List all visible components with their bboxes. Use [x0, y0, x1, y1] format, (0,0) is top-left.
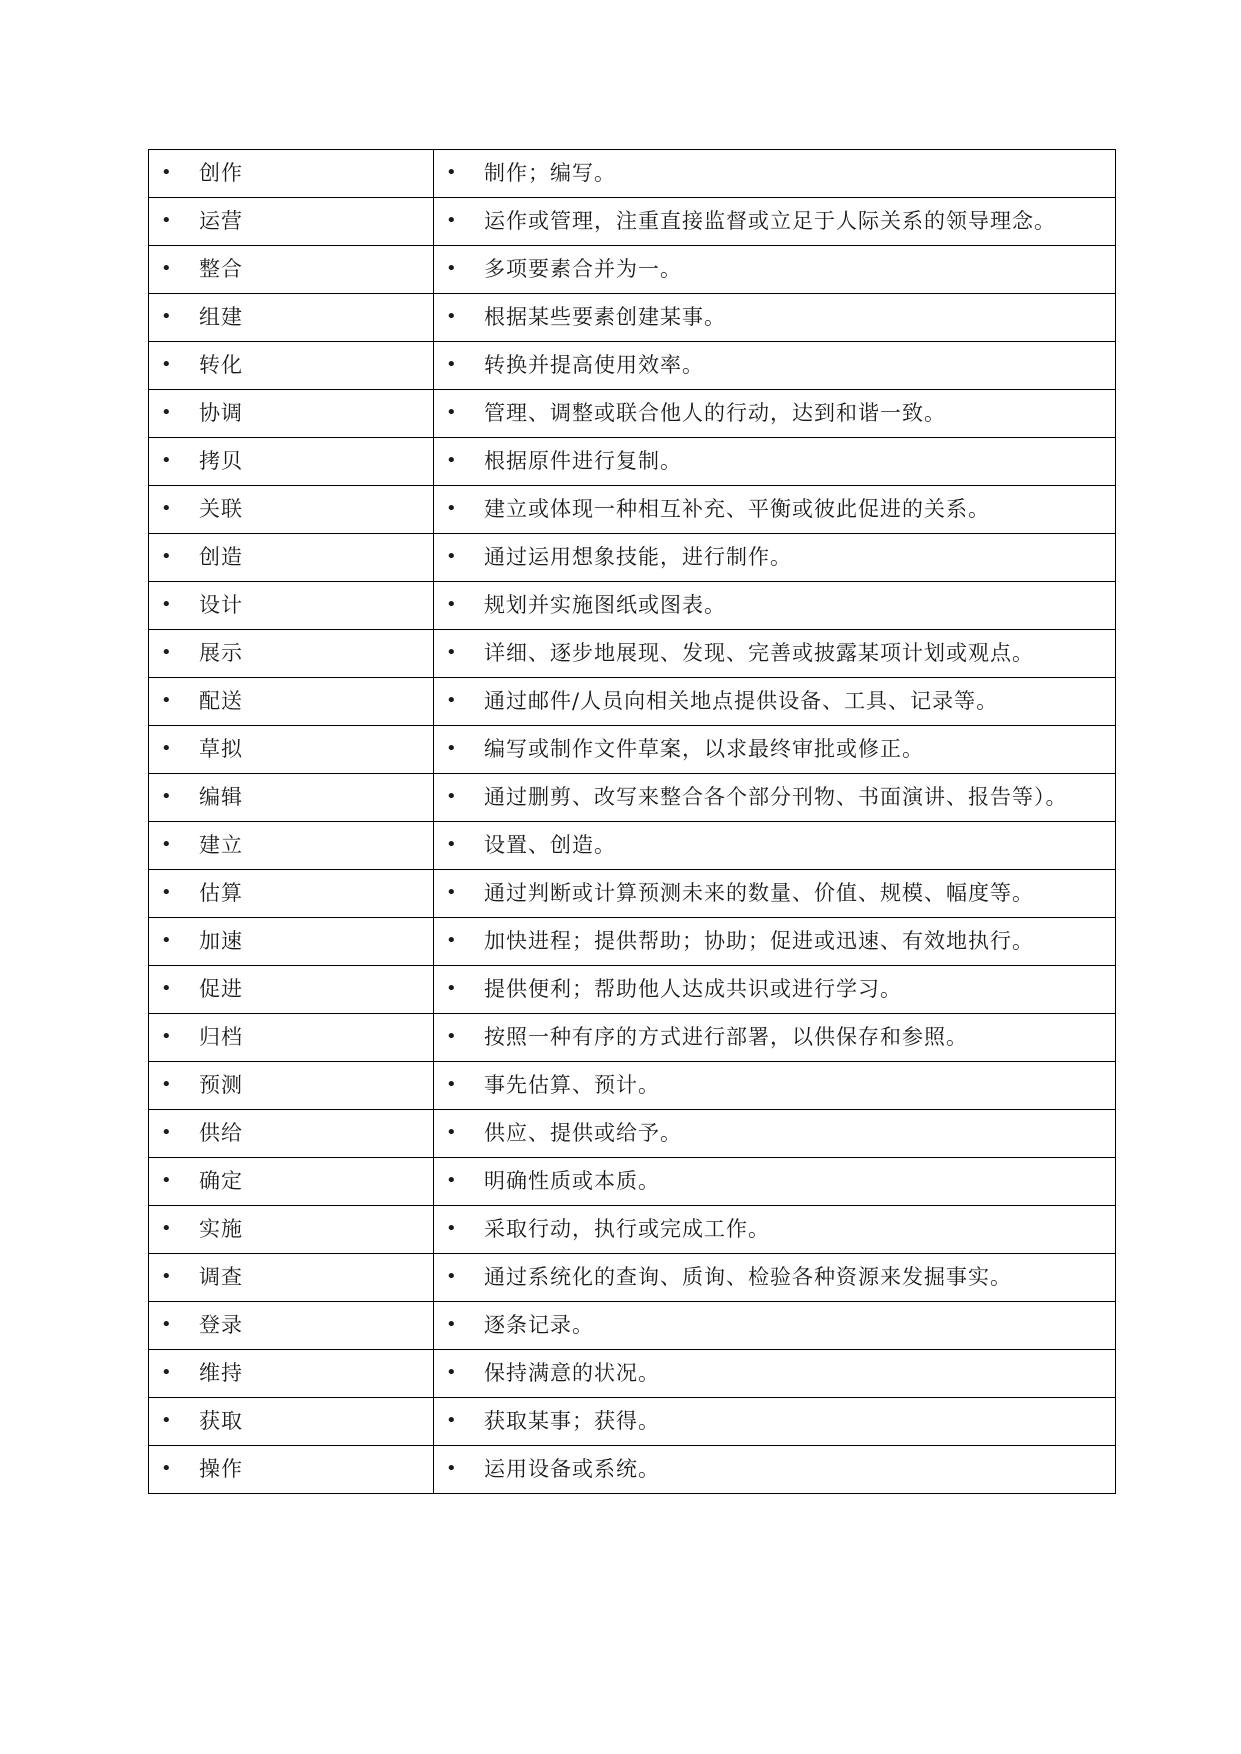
term-cell-content [155, 302, 425, 332]
definition-cell-content [440, 158, 1107, 188]
bullet-icon: • [446, 1410, 458, 1431]
definition-text: 编写或制作文件草案，以求最终审批或修正。 [484, 737, 924, 761]
bullet-icon: • [161, 1122, 173, 1143]
table-row [149, 822, 1116, 870]
definition-text: 转换并提高使用效率。 [484, 353, 704, 377]
definition-cell-content [440, 254, 1107, 284]
term-cell [149, 486, 434, 534]
definition-cell-content [440, 686, 1107, 716]
definition-cell-content [440, 590, 1107, 620]
definition-text: 运用设备或系统。 [484, 1457, 660, 1481]
definition-cell [434, 150, 1116, 198]
bullet-icon: • [446, 690, 458, 711]
table-row [149, 1302, 1116, 1350]
definition-cell [434, 1206, 1116, 1254]
term-cell [149, 1158, 434, 1206]
definition-text: 按照一种有序的方式进行部署，以供保存和参照。 [484, 1025, 968, 1049]
bullet-icon: • [161, 882, 173, 903]
term-text: 预测 [199, 1073, 243, 1097]
term-cell-content [155, 1118, 425, 1148]
definition-cell [434, 870, 1116, 918]
bullet-icon: • [161, 1074, 173, 1095]
definition-cell-content [440, 1070, 1107, 1100]
definition-text: 提供便利；帮助他人达成共识或进行学习。 [484, 977, 902, 1001]
definition-text: 通过邮件/人员向相关地点提供设备、工具、记录等。 [484, 689, 999, 713]
bullet-icon: • [161, 498, 173, 519]
term-text: 展示 [199, 641, 243, 665]
definitions-table [148, 149, 1116, 1494]
table-row [149, 1446, 1116, 1494]
term-cell [149, 1110, 434, 1158]
table-row [149, 246, 1116, 294]
term-cell [149, 822, 434, 870]
definition-text: 制作；编写。 [484, 161, 616, 185]
term-cell-content [155, 446, 425, 476]
table-row [149, 1350, 1116, 1398]
term-cell-content [155, 686, 425, 716]
definition-cell-content [440, 350, 1107, 380]
definition-cell-content [440, 734, 1107, 764]
bullet-icon: • [161, 1458, 173, 1479]
definition-cell-content [440, 1262, 1107, 1292]
bullet-icon: • [161, 786, 173, 807]
term-text: 归档 [199, 1025, 243, 1049]
definition-text: 管理、调整或联合他人的行动，达到和谐一致。 [484, 401, 946, 425]
definition-text: 通过运用想象技能，进行制作。 [484, 545, 792, 569]
definition-cell [434, 1158, 1116, 1206]
definition-cell-content [440, 926, 1107, 956]
term-cell [149, 150, 434, 198]
table-row [149, 1158, 1116, 1206]
table-row [149, 1110, 1116, 1158]
term-cell [149, 294, 434, 342]
definition-cell-content [440, 1118, 1107, 1148]
term-text: 整合 [199, 257, 243, 281]
term-text: 协调 [199, 401, 243, 425]
definition-text: 加快进程；提供帮助；协助；促进或迅速、有效地执行。 [484, 929, 1034, 953]
term-cell-content [155, 1406, 425, 1436]
bullet-icon: • [161, 354, 173, 375]
definition-cell [434, 294, 1116, 342]
bullet-icon: • [161, 642, 173, 663]
term-text: 加速 [199, 929, 243, 953]
definition-cell-content [440, 206, 1107, 236]
bullet-icon: • [161, 690, 173, 711]
term-text: 确定 [199, 1169, 243, 1193]
bullet-icon: • [446, 1026, 458, 1047]
term-text: 估算 [199, 881, 243, 905]
definition-text: 通过删剪、改写来整合各个部分刊物、书面演讲、报告等）。 [484, 785, 1068, 809]
bullet-icon: • [161, 450, 173, 471]
bullet-icon: • [446, 1170, 458, 1191]
term-cell-content [155, 542, 425, 572]
definition-cell-content [440, 398, 1107, 428]
definition-cell [434, 582, 1116, 630]
table-row [149, 870, 1116, 918]
definition-cell [434, 822, 1116, 870]
term-cell [149, 918, 434, 966]
definition-text: 根据某些要素创建某事。 [484, 305, 726, 329]
bullet-icon: • [446, 258, 458, 279]
table-row [149, 534, 1116, 582]
term-cell-content [155, 1022, 425, 1052]
term-cell [149, 1254, 434, 1302]
definition-text: 保持满意的状况。 [484, 1361, 660, 1385]
table-row [149, 294, 1116, 342]
bullet-icon: • [446, 882, 458, 903]
term-text: 供给 [199, 1121, 243, 1145]
definition-cell [434, 774, 1116, 822]
bullet-icon: • [161, 1266, 173, 1287]
definition-cell [434, 1398, 1116, 1446]
term-cell [149, 1350, 434, 1398]
bullet-icon: • [161, 1026, 173, 1047]
table-row [149, 774, 1116, 822]
bullet-icon: • [446, 210, 458, 231]
bullet-icon: • [161, 738, 173, 759]
definition-cell [434, 678, 1116, 726]
term-cell [149, 534, 434, 582]
definition-cell [434, 918, 1116, 966]
definition-cell [434, 726, 1116, 774]
definition-cell-content [440, 1454, 1107, 1484]
definition-cell [434, 198, 1116, 246]
bullet-icon: • [446, 1266, 458, 1287]
bullet-icon: • [446, 1218, 458, 1239]
table-row [149, 390, 1116, 438]
definition-cell-content [440, 494, 1107, 524]
bullet-icon: • [446, 162, 458, 183]
term-cell-content [155, 1214, 425, 1244]
term-text: 创作 [199, 161, 243, 185]
term-cell [149, 582, 434, 630]
definition-cell-content [440, 830, 1107, 860]
definition-cell [434, 1446, 1116, 1494]
bullet-icon: • [446, 1314, 458, 1335]
definition-cell-content [440, 974, 1107, 1004]
definition-cell-content [440, 1166, 1107, 1196]
bullet-icon: • [446, 738, 458, 759]
term-cell [149, 870, 434, 918]
bullet-icon: • [161, 546, 173, 567]
term-text: 实施 [199, 1217, 243, 1241]
bullet-icon: • [446, 546, 458, 567]
bullet-icon: • [446, 1122, 458, 1143]
term-text: 促进 [199, 977, 243, 1001]
definition-cell [434, 534, 1116, 582]
term-text: 配送 [199, 689, 243, 713]
term-text: 设计 [199, 593, 243, 617]
definition-text: 供应、提供或给予。 [484, 1121, 682, 1145]
definition-text: 设置、创造。 [484, 833, 616, 857]
bullet-icon: • [446, 786, 458, 807]
term-cell [149, 198, 434, 246]
term-cell-content [155, 494, 425, 524]
definition-text: 根据原件进行复制。 [484, 449, 682, 473]
term-cell [149, 678, 434, 726]
definition-text: 通过判断或计算预测未来的数量、价值、规模、幅度等。 [484, 881, 1034, 905]
bullet-icon: • [161, 210, 173, 231]
term-cell [149, 630, 434, 678]
bullet-icon: • [161, 1170, 173, 1191]
table-row [149, 438, 1116, 486]
definition-cell-content [440, 878, 1107, 908]
term-text: 创造 [199, 545, 243, 569]
bullet-icon: • [161, 594, 173, 615]
bullet-icon: • [161, 1410, 173, 1431]
definition-cell-content [440, 1214, 1107, 1244]
table-row [149, 1014, 1116, 1062]
bullet-icon: • [446, 498, 458, 519]
bullet-icon: • [446, 978, 458, 999]
term-cell-content [155, 206, 425, 236]
bullet-icon: • [161, 1362, 173, 1383]
term-cell-content [155, 1310, 425, 1340]
table-row [149, 966, 1116, 1014]
table-row [149, 630, 1116, 678]
term-cell [149, 342, 434, 390]
term-cell-content [155, 350, 425, 380]
table-row [149, 678, 1116, 726]
term-cell [149, 1014, 434, 1062]
term-text: 组建 [199, 305, 243, 329]
definition-cell-content [440, 1310, 1107, 1340]
definition-cell [434, 342, 1116, 390]
bullet-icon: • [161, 1314, 173, 1335]
term-text: 建立 [199, 833, 243, 857]
bullet-icon: • [161, 1218, 173, 1239]
table-row [149, 582, 1116, 630]
definition-cell-content [440, 1406, 1107, 1436]
table-row [149, 1206, 1116, 1254]
definition-cell [434, 1110, 1116, 1158]
table-row [149, 342, 1116, 390]
definition-cell-content [440, 302, 1107, 332]
bullet-icon: • [446, 1458, 458, 1479]
definition-text: 逐条记录。 [484, 1313, 594, 1337]
term-cell-content [155, 590, 425, 620]
term-cell [149, 438, 434, 486]
bullet-icon: • [446, 930, 458, 951]
bullet-icon: • [446, 402, 458, 423]
term-cell-content [155, 926, 425, 956]
definition-cell [434, 966, 1116, 1014]
definition-cell [434, 246, 1116, 294]
table-row [149, 1398, 1116, 1446]
definition-cell-content [440, 446, 1107, 476]
bullet-icon: • [161, 258, 173, 279]
bullet-icon: • [161, 834, 173, 855]
definition-cell [434, 390, 1116, 438]
definition-text: 建立或体现一种相互补充、平衡或彼此促进的关系。 [484, 497, 990, 521]
term-cell [149, 1062, 434, 1110]
definition-cell [434, 1302, 1116, 1350]
bullet-icon: • [161, 930, 173, 951]
term-text: 关联 [199, 497, 243, 521]
term-text: 调查 [199, 1265, 243, 1289]
table-row [149, 726, 1116, 774]
term-cell-content [155, 1070, 425, 1100]
term-cell [149, 1398, 434, 1446]
definition-text: 多项要素合并为一。 [484, 257, 682, 281]
term-cell [149, 726, 434, 774]
bullet-icon: • [446, 354, 458, 375]
definition-cell [434, 1350, 1116, 1398]
term-cell-content [155, 398, 425, 428]
bullet-icon: • [161, 162, 173, 183]
term-text: 运营 [199, 209, 243, 233]
table-row [149, 918, 1116, 966]
definition-text: 运作或管理，注重直接监督或立足于人际关系的领导理念。 [484, 209, 1056, 233]
term-cell-content [155, 1358, 425, 1388]
bullet-icon: • [446, 1074, 458, 1095]
definition-text: 通过系统化的查询、质询、检验各种资源来发掘事实。 [484, 1265, 1012, 1289]
term-cell [149, 1302, 434, 1350]
table-row [149, 1062, 1116, 1110]
term-cell-content [155, 1454, 425, 1484]
term-text: 拷贝 [199, 449, 243, 473]
term-text: 获取 [199, 1409, 243, 1433]
term-cell-content [155, 830, 425, 860]
table-row [149, 150, 1116, 198]
term-cell-content [155, 638, 425, 668]
bullet-icon: • [446, 306, 458, 327]
term-cell [149, 1446, 434, 1494]
definition-text: 明确性质或本质。 [484, 1169, 660, 1193]
term-text: 草拟 [199, 737, 243, 761]
definition-cell [434, 438, 1116, 486]
bullet-icon: • [446, 642, 458, 663]
term-cell-content [155, 158, 425, 188]
term-text: 登录 [199, 1313, 243, 1337]
term-cell [149, 390, 434, 438]
term-text: 转化 [199, 353, 243, 377]
term-text: 操作 [199, 1457, 243, 1481]
definition-text: 事先估算、预计。 [484, 1073, 660, 1097]
term-cell [149, 1206, 434, 1254]
term-cell-content [155, 734, 425, 764]
term-cell [149, 774, 434, 822]
bullet-icon: • [161, 978, 173, 999]
term-text: 编辑 [199, 785, 243, 809]
definition-cell [434, 630, 1116, 678]
bullet-icon: • [161, 306, 173, 327]
table-row [149, 198, 1116, 246]
term-cell-content [155, 1262, 425, 1292]
term-cell-content [155, 1166, 425, 1196]
term-text: 维持 [199, 1361, 243, 1385]
definition-cell-content [440, 782, 1107, 812]
definition-cell-content [440, 1358, 1107, 1388]
bullet-icon: • [161, 402, 173, 423]
term-cell [149, 966, 434, 1014]
definition-cell-content [440, 542, 1107, 572]
table-row [149, 1254, 1116, 1302]
bullet-icon: • [446, 594, 458, 615]
definition-cell-content [440, 638, 1107, 668]
term-cell-content [155, 878, 425, 908]
term-cell-content [155, 254, 425, 284]
bullet-icon: • [446, 450, 458, 471]
definition-cell [434, 1014, 1116, 1062]
definition-text: 规划并实施图纸或图表。 [484, 593, 726, 617]
bullet-icon: • [446, 834, 458, 855]
definition-cell [434, 1254, 1116, 1302]
table-body [149, 150, 1116, 1494]
definition-text: 获取某事；获得。 [484, 1409, 660, 1433]
term-cell [149, 246, 434, 294]
bullet-icon: • [446, 1362, 458, 1383]
definition-text: 采取行动，执行或完成工作。 [484, 1217, 770, 1241]
definition-cell [434, 486, 1116, 534]
definition-cell [434, 1062, 1116, 1110]
term-cell-content [155, 782, 425, 812]
definition-cell-content [440, 1022, 1107, 1052]
term-cell-content [155, 974, 425, 1004]
definition-text: 详细、逐步地展现、发现、完善或披露某项计划或观点。 [484, 641, 1034, 665]
table-row [149, 486, 1116, 534]
